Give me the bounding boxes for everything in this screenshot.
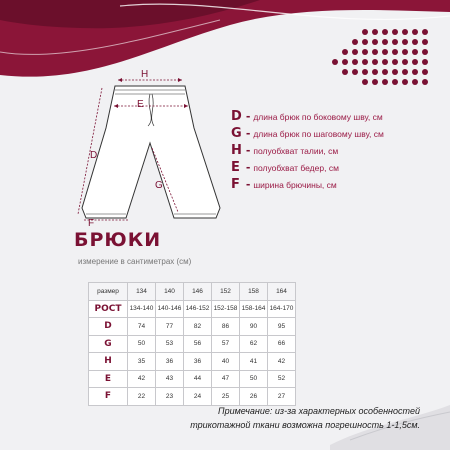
table-cell: 77 bbox=[156, 318, 184, 336]
row-label: F bbox=[89, 388, 128, 406]
legend-dash: - bbox=[246, 108, 251, 123]
table-cell: 134 bbox=[128, 283, 156, 301]
table-cell: 25 bbox=[212, 388, 240, 406]
table-cell: 82 bbox=[184, 318, 212, 336]
table-cell: 146-152 bbox=[184, 300, 212, 318]
legend-item bbox=[231, 125, 446, 141]
diagram-label-d: D bbox=[90, 150, 98, 161]
row-label: D bbox=[89, 318, 128, 336]
row-label: G bbox=[89, 335, 128, 353]
row-label: H bbox=[89, 353, 128, 371]
table-cell: 57 bbox=[212, 335, 240, 353]
legend-dash: - bbox=[246, 159, 251, 174]
table-cell: 53 bbox=[156, 335, 184, 353]
legend-item bbox=[231, 159, 446, 175]
table-cell: 164 bbox=[268, 283, 296, 301]
table-cell: 95 bbox=[268, 318, 296, 336]
table-row bbox=[89, 353, 296, 371]
legend-letter: D bbox=[231, 109, 242, 124]
legend-dash: - bbox=[246, 176, 251, 191]
table-cell: 23 bbox=[156, 388, 184, 406]
diagram-label-g: G bbox=[155, 180, 163, 191]
table-cell: 152-158 bbox=[212, 300, 240, 318]
table-cell: 36 bbox=[156, 353, 184, 371]
table-row bbox=[89, 370, 296, 388]
table-cell: 50 bbox=[128, 335, 156, 353]
size-table bbox=[88, 282, 296, 406]
page-subtitle: измерение в сантиметрах (см) bbox=[78, 257, 192, 266]
legend-text: длина брюк по боковому шву, см bbox=[253, 112, 383, 122]
legend-text: длина брюк по шаговому шву, см bbox=[253, 129, 384, 139]
page-title: БРЮКИ bbox=[74, 229, 162, 251]
table-cell: 50 bbox=[240, 370, 268, 388]
table-header-label: размер bbox=[89, 283, 128, 301]
legend-text: полуобхват бедер, см bbox=[253, 163, 339, 173]
dot-pattern bbox=[329, 28, 439, 88]
table-header-row bbox=[89, 283, 296, 301]
row-label: E bbox=[89, 370, 128, 388]
table-cell: 140 bbox=[156, 283, 184, 301]
legend-item bbox=[231, 108, 446, 124]
diagram-label-f: F bbox=[88, 218, 95, 229]
table-row bbox=[89, 335, 296, 353]
table-row bbox=[89, 318, 296, 336]
table-cell: 146 bbox=[184, 283, 212, 301]
measurement-legend bbox=[231, 108, 446, 193]
table-cell: 90 bbox=[240, 318, 268, 336]
table-cell: 47 bbox=[212, 370, 240, 388]
legend-letter: F bbox=[231, 177, 240, 192]
table-cell: 74 bbox=[128, 318, 156, 336]
table-cell: 86 bbox=[212, 318, 240, 336]
diagram-label-e: E bbox=[137, 99, 144, 110]
table-cell: 66 bbox=[268, 335, 296, 353]
table-cell: 22 bbox=[128, 388, 156, 406]
table-cell: 40 bbox=[212, 353, 240, 371]
legend-item bbox=[231, 142, 446, 158]
diagram-label-h: H bbox=[141, 69, 149, 80]
table-cell: 42 bbox=[128, 370, 156, 388]
footnote-line-2: трикотажной ткани возможна погрешность 1-1,5см. bbox=[190, 420, 420, 430]
table-cell: 41 bbox=[240, 353, 268, 371]
table-cell: 27 bbox=[268, 388, 296, 406]
table-row bbox=[89, 300, 296, 318]
table-cell: 36 bbox=[184, 353, 212, 371]
legend-item bbox=[231, 176, 446, 192]
table-cell: 158 bbox=[240, 283, 268, 301]
table-cell: 164-170 bbox=[268, 300, 296, 318]
legend-letter: E bbox=[231, 160, 240, 175]
table-cell: 56 bbox=[184, 335, 212, 353]
footnote bbox=[160, 404, 420, 432]
table-cell: 62 bbox=[240, 335, 268, 353]
legend-text: полуобхват талии, см bbox=[253, 146, 339, 156]
table-cell: 140-146 bbox=[156, 300, 184, 318]
legend-text: ширина брючины, см bbox=[253, 180, 337, 190]
table-cell: 42 bbox=[268, 353, 296, 371]
table-cell: 26 bbox=[240, 388, 268, 406]
table-cell: 43 bbox=[156, 370, 184, 388]
table-cell: 152 bbox=[212, 283, 240, 301]
table-cell: 24 bbox=[184, 388, 212, 406]
legend-letter: H bbox=[231, 143, 242, 158]
table-cell: 44 bbox=[184, 370, 212, 388]
row-label: РОСТ bbox=[89, 300, 128, 318]
table-cell: 134-140 bbox=[128, 300, 156, 318]
table-cell: 52 bbox=[268, 370, 296, 388]
table-cell: 158-164 bbox=[240, 300, 268, 318]
table-cell: 35 bbox=[128, 353, 156, 371]
legend-letter: G bbox=[231, 126, 242, 141]
table-row bbox=[89, 388, 296, 406]
footnote-line-1: Примечание: из-за характерных особенностей bbox=[218, 406, 420, 416]
legend-dash: - bbox=[246, 142, 251, 157]
legend-dash: - bbox=[246, 125, 251, 140]
